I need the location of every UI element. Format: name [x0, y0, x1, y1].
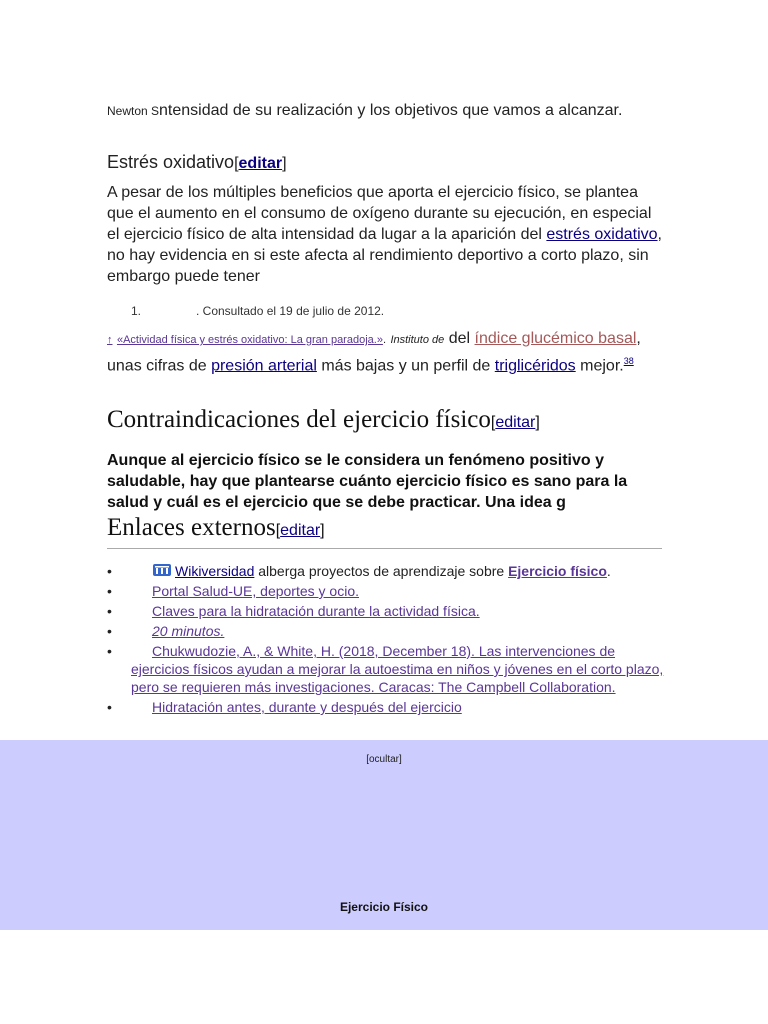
list-item [107, 642, 667, 696]
external-links-list [107, 562, 667, 718]
trigliceridos-link[interactable]: triglicéridos [494, 357, 576, 375]
hidratacion-ejercicio-link[interactable]: Hidratación antes, durante y después del ejercicio [152, 699, 462, 715]
intro-text: ntensidad de su realización y los objetivos que vamos a alcanzar. [159, 102, 623, 119]
reference-paragraph: ↑ «Actividad física y estrés oxidativo: La gran paradoja.». Instituto de del índice glucémico basal, unas cifras de presión arterial más bajas y un perfil de triglicéridos mejor.$^{38}$ [107, 330, 641, 375]
edit-section: [editar] [490, 414, 540, 431]
bullet: • [107, 563, 112, 579]
edit-link[interactable]: editar [280, 522, 321, 539]
contraindicaciones-paragraph: Aunque al ejercicio físico se le considera un fenómeno positivo y saludable, hay que plantearse cuánto ejercicio físico es sano para la salud y cuál es el ejercicio que se debe practicar. Una idea g [107, 452, 628, 511]
section-heading-contraindicaciones [107, 405, 540, 438]
edit-link[interactable]: editar [238, 155, 283, 172]
institute-text: Instituto de [390, 334, 445, 346]
footnote-38-link[interactable]: 38 [623, 356, 634, 366]
hidratacion-claves-link[interactable]: Claves para la hidratación durante la actividad física. [152, 603, 480, 619]
chukwudozie-link[interactable]: Chukwudozie, A., & White, H. (2018, December 18). Las intervenciones de ejercicios físicos ayudan a mejorar la autoestima en niños y jóvenes en el corto plazo, pero se requieren más investigaciones. Caracas: The Campbell Collaboration. [131, 643, 664, 695]
intro-paragraph [107, 100, 647, 122]
wikiversidad-link[interactable]: Wikiversidad [175, 563, 255, 579]
section-heading-enlaces [107, 513, 662, 549]
edit-section: [editar] [234, 155, 287, 172]
list-item: • Wikiversidad alberga proyectos de aprendizaje sobre Ejercicio físico. [107, 563, 611, 579]
bullet: • [107, 603, 112, 619]
list-item [107, 602, 667, 620]
heading-text: Enlaces externos [107, 514, 276, 541]
back-arrow-link[interactable]: ↑ [107, 334, 113, 346]
20-minutos-link[interactable]: 20 minutos. [152, 623, 225, 639]
heading-text: Contraindicaciones del ejercicio físico [107, 406, 491, 433]
heading-text: Estrés oxidativo [107, 152, 235, 172]
wikiversity-icon [152, 563, 172, 577]
bullet: • [107, 623, 112, 639]
presion-arterial-link[interactable]: presión arterial [211, 357, 317, 375]
bullet: • [107, 583, 112, 599]
estres-oxidativo-link[interactable]: estrés oxidativo [546, 226, 658, 243]
list-item [107, 698, 667, 716]
edit-section: [editar] [275, 522, 325, 539]
hide-toggle[interactable]: [ocultar] [366, 754, 402, 765]
edit-link[interactable]: editar [495, 414, 536, 431]
ejercicio-fisico-link[interactable]: Ejercicio físico [508, 563, 607, 579]
navbox-title: Ejercicio Físico [339, 900, 429, 914]
citation-link[interactable]: «Actividad física y estrés oxidativo: La gran paradoja.» [116, 334, 383, 346]
reference-item [131, 304, 384, 318]
reference-text: . Consultado el 19 de julio de 2012. [196, 304, 385, 318]
intro-prefix: Newton S [107, 104, 160, 118]
bullet: • [107, 699, 112, 715]
list-item [107, 582, 667, 600]
reference-number: 1. [131, 304, 142, 318]
estres-paragraph: A pesar de los múltiples beneficios que aporta el ejercicio físico, se plantea que el aumento en el consumo de oxígeno durante su ejecución, en especial el ejercicio físico de alta intensidad da lugar a la aparición del estrés oxidativo, no hay evidencia en si este afecta al rendimiento deportivo a corto plazo, sin embargo puede tener [107, 184, 662, 285]
navbox [0, 740, 768, 930]
indice-glucemico-link[interactable]: índice glucémico basal [474, 330, 637, 347]
portal-salud-link[interactable]: Portal Salud-UE, deportes y ocio. [152, 583, 359, 599]
list-item [107, 622, 667, 640]
section-heading-estres [107, 151, 287, 175]
bullet: • [107, 643, 112, 659]
